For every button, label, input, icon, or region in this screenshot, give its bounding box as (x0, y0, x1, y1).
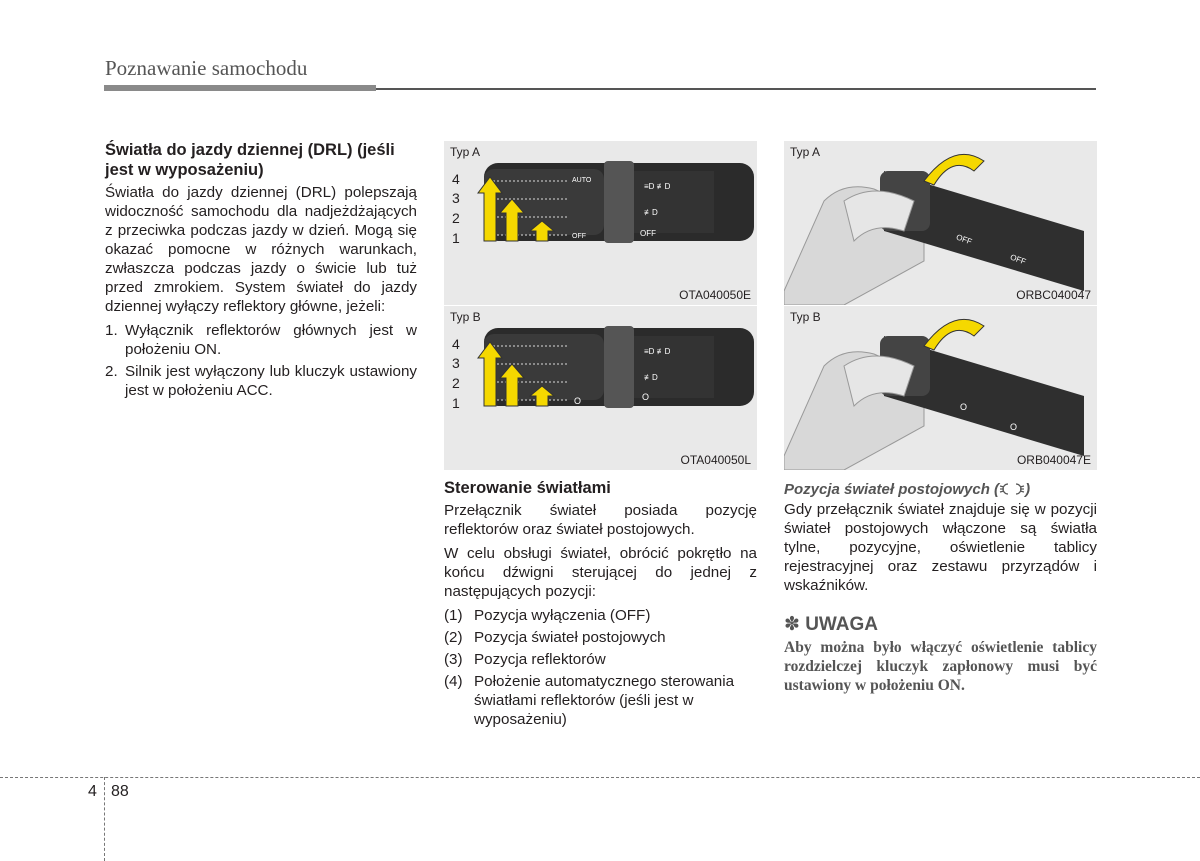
figure-code: ORBC040047 (1016, 288, 1091, 302)
off-mark-right: O (1010, 422, 1018, 432)
page-section-number: 4 (88, 783, 97, 800)
list-text: Silnik jest wyłączony lub kluczyk ustawiony jest w położeniu ACC. (125, 363, 417, 399)
figure-type-label: Typ B (790, 310, 821, 324)
figure-type-label: Typ B (450, 310, 481, 324)
list-number: (1) (444, 607, 463, 624)
parking-paragraph: Gdy przełącznik świateł znajduje się w pozycji świateł postojowych włączone są światła tylne, pozycyjne, oświetlenie tablicy rejestracyjnej oraz zestawu przyrządów i wskaźników. (784, 501, 1097, 594)
off-mark: O (960, 402, 968, 412)
drl-list-item (105, 321, 417, 359)
footer-divider (104, 777, 105, 861)
list-text: Pozycja reflektorów (474, 651, 606, 668)
note-body: Aby można było włączyć oświetlenie tablicy rozdzielczej kluczyk zapłonowy musi być ustawiony w położeniu ON. (784, 639, 1097, 694)
drl-section (105, 140, 417, 403)
parking-heading (784, 480, 1097, 499)
svg-text:≡D ≢D: ≡D ≢D (644, 347, 671, 356)
list-text: Pozycja świateł postojowych (474, 629, 666, 646)
lights-list-item (444, 606, 757, 625)
parking-heading-close: ) (1025, 481, 1031, 498)
position-label-2: 2 (452, 375, 460, 391)
header-accent-bar (104, 85, 376, 91)
lights-section (444, 478, 757, 732)
drl-heading: Światła do jazdy dziennej (DRL) (jeśli jest w wyposażeniu) (105, 141, 395, 179)
position-label-4: 4 (452, 171, 460, 187)
figure-code: OTA040050E (679, 288, 751, 302)
figure-code: OTA040050L (680, 453, 751, 467)
position-label-2: 2 (452, 210, 460, 226)
parking-heading-text: Pozycja świateł postojowych ( (784, 481, 1000, 498)
position-label-3: 3 (452, 190, 460, 206)
note-heading: ✽ UWAGA (784, 614, 879, 635)
hand-illustration (784, 306, 1097, 470)
position-label-1: 1 (452, 395, 460, 411)
off-mark: OFF (954, 232, 974, 247)
position-label-4: 4 (452, 336, 460, 352)
figure-type-label: Typ A (790, 145, 821, 159)
list-number: 1. (105, 322, 118, 339)
list-number: (3) (444, 651, 463, 668)
figure-stalk-type-a (444, 141, 757, 305)
list-number: 2. (105, 363, 118, 380)
stalk-illustration (444, 306, 757, 470)
header-rule (376, 88, 1096, 90)
svg-text:≡D ≢D: ≡D ≢D (644, 182, 671, 191)
drl-paragraph: Światła do jazdy dziennej (DRL) polepszają widoczność samochodu dla nadjeżdżających z przeciwka podczas jazdy w dzień. Mogą się okazać pomocne w różnych warunkach, zwłaszcza podczas jazdy o świcie lub tuż przed zmrokiem. System świateł do jazdy dziennej wyłączy reflektory główne, jeżeli: (105, 184, 417, 315)
position-label-1: 1 (452, 230, 460, 246)
list-text: Wyłącznik reflektorów głównych jest w położeniu ON. (125, 322, 417, 358)
off-mark: O (574, 396, 582, 406)
svg-text:≢D: ≢D (644, 373, 658, 382)
footer-rule (0, 777, 1200, 778)
off-mark-right: O (642, 392, 650, 402)
lights-list-item (444, 628, 757, 647)
list-number: (4) (444, 673, 463, 690)
off-mark-right: OFF (1008, 252, 1028, 267)
auto-mark: AUTO (572, 177, 592, 184)
lights-heading: Sterowanie światłami (444, 479, 611, 497)
parking-lights-icon (999, 482, 1025, 496)
position-label-3: 3 (452, 355, 460, 371)
parking-section (784, 480, 1097, 695)
drl-list-item (105, 362, 417, 400)
lights-list-item (444, 650, 757, 669)
lights-paragraph-2: W celu obsługi świateł, obrócić pokrętło na końcu dźwigni sterującej do jednej z następujących pozycji: (444, 545, 757, 600)
figure-hand-type-a (784, 141, 1097, 305)
page-number: 88 (111, 783, 129, 800)
figure-type-label: Typ A (450, 145, 481, 159)
list-number: (2) (444, 629, 463, 646)
list-text: Pozycja wyłączenia (OFF) (474, 607, 651, 624)
off-mark: OFF (572, 233, 586, 240)
stalk-illustration (444, 141, 757, 305)
lights-list-item (444, 672, 757, 729)
lights-paragraph-1: Przełącznik świateł posiada pozycję reflektorów oraz świateł postojowych. (444, 502, 757, 538)
page-header-title: Poznawanie samochodu (105, 56, 308, 80)
hand-illustration (784, 141, 1097, 305)
off-mark-right: OFF (640, 229, 656, 238)
svg-text:≢D: ≢D (644, 208, 658, 217)
figure-code: ORB040047E (1016, 453, 1091, 467)
figure-hand-type-b (784, 306, 1097, 470)
list-text: Położenie automatycznego sterowania światłami reflektorów (jeśli jest w wyposażeniu) (474, 673, 735, 728)
figure-stalk-type-b (444, 306, 757, 470)
